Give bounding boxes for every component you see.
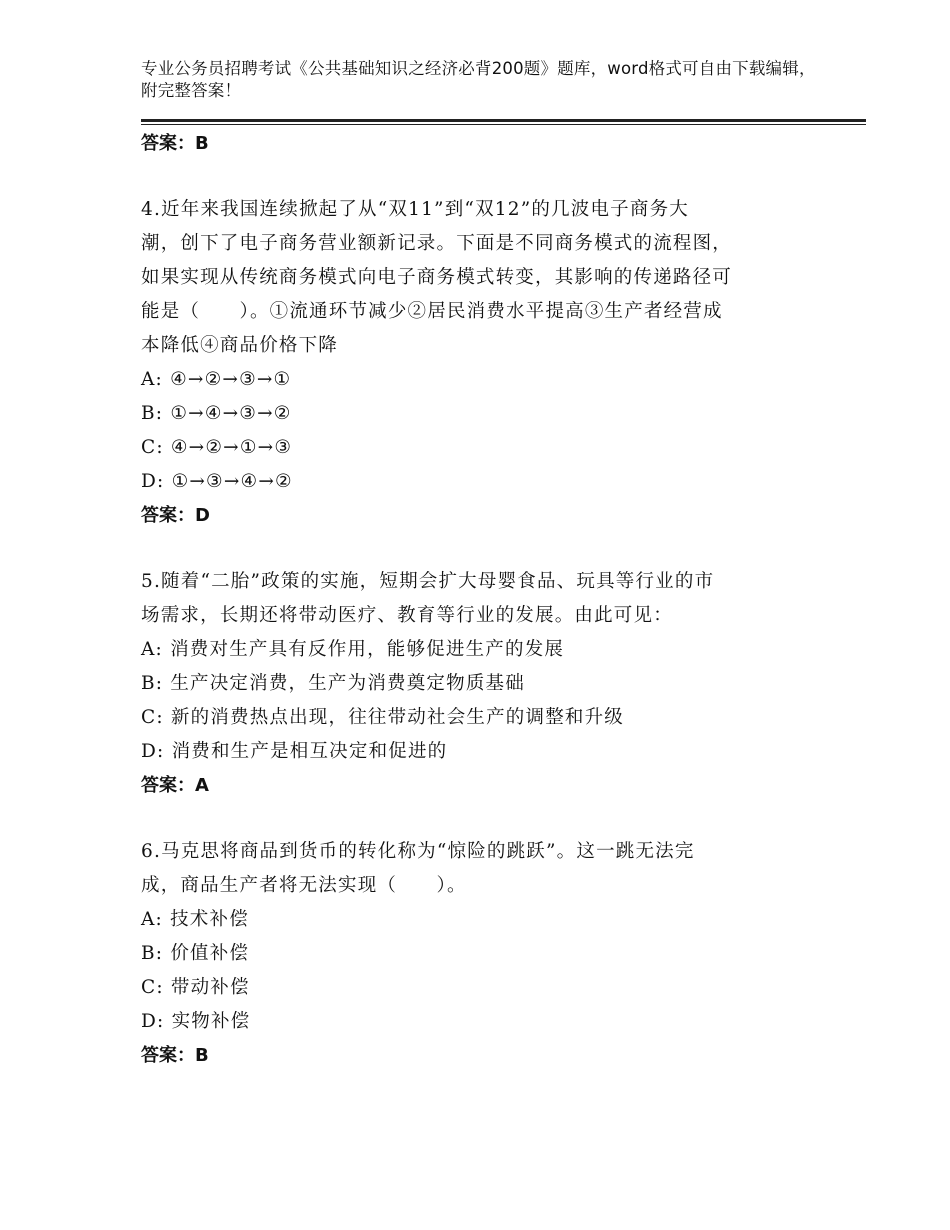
stem-line: 如果实现从传统商务模式向电子商务模式转变，其影响的传递路径可 [141, 267, 733, 288]
option-key: C: [141, 707, 164, 728]
option-key: C: [141, 977, 164, 998]
answer-value: D [195, 505, 210, 526]
stem-line: 潮，创下了电子商务营业额新记录。下面是不同商务模式的流程图， [141, 233, 733, 254]
option-text: 生产决定消费，生产为消费奠定物质基础 [170, 673, 525, 694]
answer-value: A [195, 775, 209, 796]
content [141, 127, 821, 1073]
page-header: 专业公务员招聘考试《公共基础知识之经济必背200题》题库，word格式可自由下载编辑，附完整答案！ [141, 59, 816, 100]
header-rule-thick [141, 119, 866, 122]
option-d [141, 1005, 821, 1039]
question-stem [141, 835, 821, 903]
answer-label: 答案： [141, 505, 195, 526]
stem-line: 能是（ ）。①流通环节减少②居民消费水平提高③生产者经营成 [141, 301, 723, 322]
option-text: 价值补偿 [170, 943, 250, 964]
option-b [141, 667, 821, 701]
answer-line [141, 1039, 821, 1073]
option-text: 带动补偿 [170, 977, 250, 998]
option-text: 实物补偿 [171, 1011, 251, 1032]
option-key: A: [141, 909, 163, 930]
question-stem [141, 193, 821, 363]
question-stem [141, 565, 821, 633]
option-d [141, 735, 821, 769]
stem-line: 5.随着“二胎”政策的实施，短期会扩大母婴食品、玩具等行业的市 [141, 571, 715, 592]
option-key: B: [141, 673, 164, 694]
answer-value: B [195, 133, 209, 154]
option-a [141, 633, 821, 667]
option-text: 技术补偿 [170, 909, 249, 930]
option-text: ④→②→①→③ [170, 437, 293, 458]
option-c [141, 701, 821, 735]
stem-line: 成，商品生产者将无法实现（ ）。 [141, 875, 467, 896]
option-key: A: [141, 369, 163, 390]
question-4 [141, 193, 821, 533]
option-text: ①→④→③→② [170, 403, 292, 424]
option-b [141, 937, 821, 971]
stem-line: 场需求，长期还将带动医疗、教育等行业的发展。由此可见： [141, 605, 673, 626]
option-a [141, 363, 821, 397]
option-c [141, 971, 821, 1005]
option-key: A: [141, 639, 163, 660]
option-key: D: [141, 1011, 165, 1032]
answer-line [141, 499, 821, 533]
question-5 [141, 565, 821, 803]
option-key: B: [141, 943, 164, 964]
option-b [141, 397, 821, 431]
answer-label: 答案： [141, 775, 195, 796]
option-a [141, 903, 821, 937]
option-text: 消费和生产是相互决定和促进的 [171, 741, 448, 762]
option-key: D: [141, 471, 165, 492]
option-text: ④→②→③→① [170, 369, 292, 390]
option-c [141, 431, 821, 465]
stem-line: 4.近年来我国连续掀起了从“双11”到“双12”的几波电子商务大 [141, 199, 689, 220]
option-key: D: [141, 741, 165, 762]
option-text: 消费对生产具有反作用，能够促进生产的发展 [170, 639, 565, 660]
option-text: ①→③→④→② [171, 471, 293, 492]
option-text: 新的消费热点出现，往往带动社会生产的调整和升级 [170, 707, 624, 728]
answer-line [141, 127, 821, 161]
stem-line: 6.马克思将商品到货币的转化称为“惊险的跳跃”。这一跳无法完 [141, 841, 695, 862]
option-d [141, 465, 821, 499]
option-key: B: [141, 403, 164, 424]
stem-line: 本降低④商品价格下降 [141, 335, 339, 356]
option-key: C: [141, 437, 164, 458]
answer-label: 答案： [141, 1045, 195, 1066]
answer-value: B [195, 1045, 209, 1066]
question-6 [141, 835, 821, 1073]
answer-line [141, 769, 821, 803]
header-rule-thin [141, 124, 866, 125]
answer-label: 答案： [141, 133, 195, 154]
